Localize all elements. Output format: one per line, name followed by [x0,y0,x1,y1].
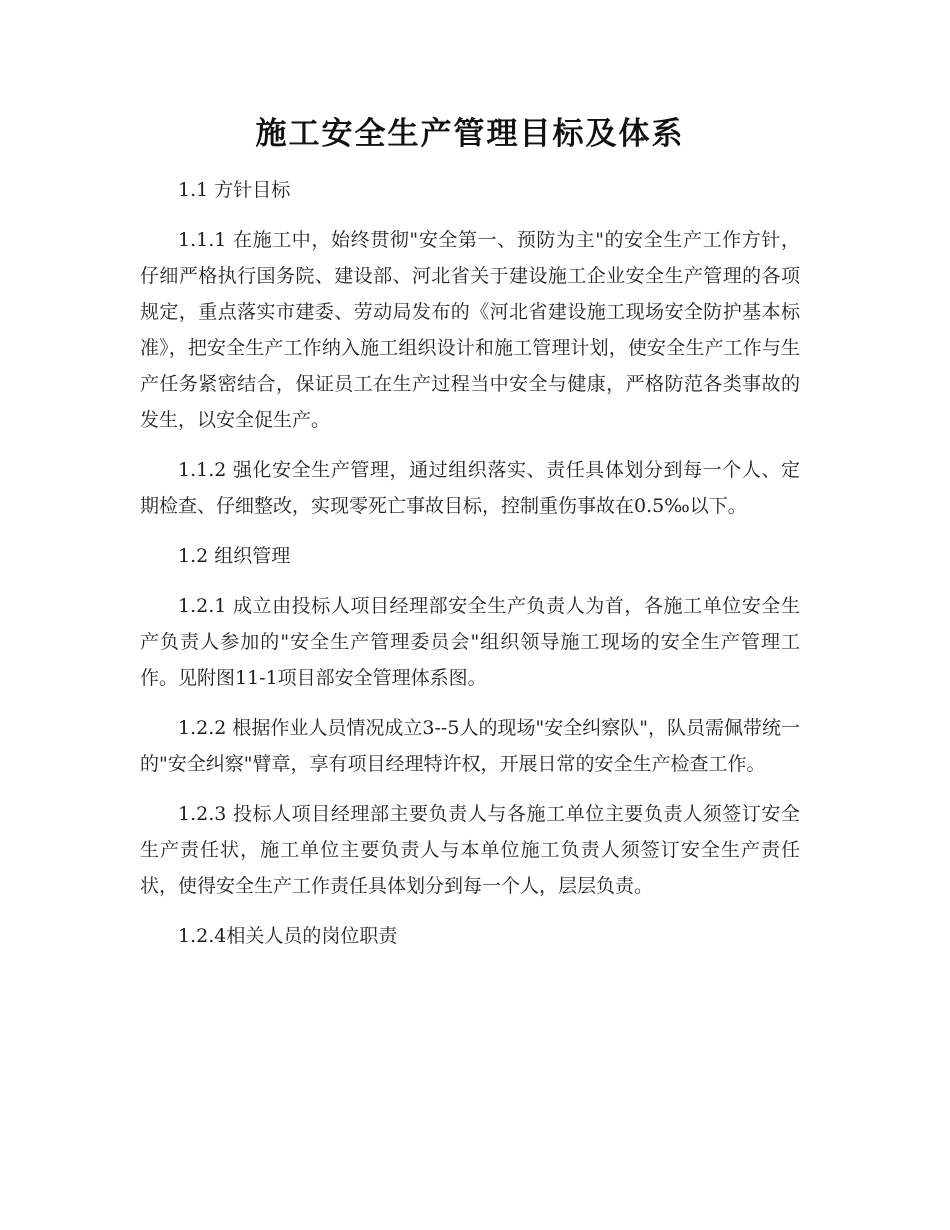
paragraph-1-2-2: 1.2.2 根据作业人员情况成立3--5人的现场"安全纠察队"，队员需佩带统一的"安全纠察"臂章，享有项目经理特许权，开展日常的安全生产检查工作。 [140,717,800,775]
paragraph-1-2-3: 1.2.3 投标人项目经理部主要负责人与各施工单位主要负责人须签订安全生产责任状，施工单位主要负责人与本单位施工负责人须签订安全生产责任状，使得安全生产工作责任具体划分到每一个人，层层负责。 [140,803,800,897]
section-heading-1-1: 1.1 方针目标 [178,179,291,201]
document-title: 施工安全生产管理目标及体系 [255,116,685,152]
section-heading-1-2: 1.2 组织管理 [178,545,291,567]
paragraph-1-1-2: 1.1.2 强化安全生产管理，通过组织落实、责任具体划分到每一个人、定期检查、仔细整改，实现零死亡事故目标，控制重伤事故在0.5‰以下。 [140,459,800,517]
section-heading-1-2-4: 1.2.4相关人员的岗位职责 [178,925,398,947]
paragraph-1-1-1: 1.1.1 在施工中，始终贯彻"安全第一、预防为主"的安全生产工作方针，仔细严格执行国务院、建设部、河北省关于建设施工企业安全生产管理的各项规定，重点落实市建委、劳动局发布的《河北省建设施工现场安全防护基本标准》，把安全生产工作纳入施工组织设计和施工管理计划，使安全生产工作与生产任务紧密结合，保证员工在生产过程当中安全与健康，严格防范各类事故的发生，以安全促生产。 [140,229,800,431]
paragraph-1-2-1: 1.2.1 成立由投标人项目经理部安全生产负责人为首，各施工单位安全生产负责人参加的"安全生产管理委员会"组织领导施工现场的安全生产管理工作。见附图11-1项目部安全管理体系图。 [140,595,800,689]
